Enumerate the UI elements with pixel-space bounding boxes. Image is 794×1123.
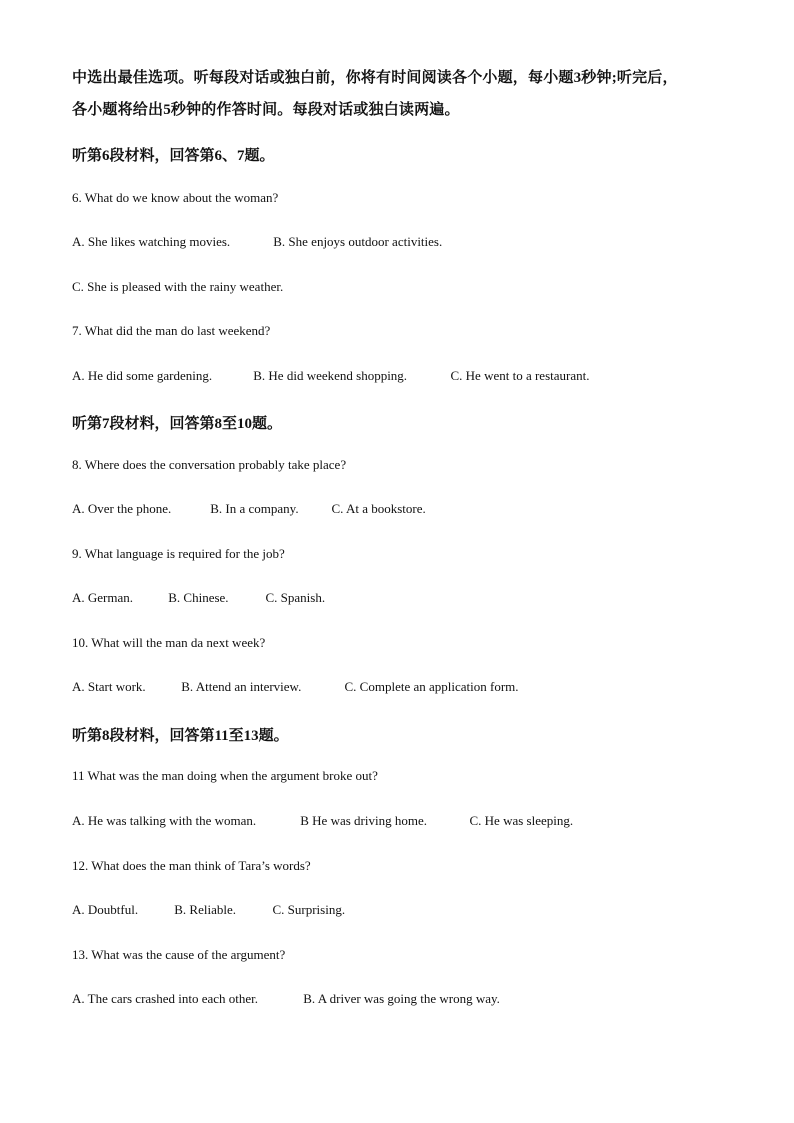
question-6-option-c: C. She is pleased with the rainy weather. [72,279,284,294]
question-6-option-a: A. She likes watching movies. [72,234,231,249]
question-9-option-a: A. German. [72,590,134,605]
question-12-text: 12. What does the man think of Tara’s words? [72,858,311,873]
section-heading-material-8: 听第8段材料，回答第11至13题。 [72,728,289,744]
question-8-options [72,501,426,517]
question-10-options [72,679,519,695]
question-6-text: 6. What do we know about the woman? [72,190,279,205]
instructions-line-1: 中选出最佳选项。听每段对话或独白前，你将有时间阅读各个小题，每小题3秒钟;听完后， [72,70,678,86]
question-11-text: 11 What was the man doing when the argument broke out? [72,768,378,783]
question-9-option-b: B. Chinese. [168,590,229,605]
question-8-option-b: B. In a company. [210,501,299,516]
question-12-option-c: C. Surprising. [272,902,346,917]
question-10-text: 10. What will the man da next week? [72,635,266,650]
question-13-options [72,991,500,1007]
question-13-option-b: B. A driver was going the wrong way. [303,991,500,1006]
section-heading-material-7: 听第7段材料，回答第8至10题。 [72,416,283,432]
question-8-option-a: A. Over the phone. [72,501,172,516]
question-13-option-a: A. The cars crashed into each other. [72,991,259,1006]
question-9-option-c: C. Spanish. [265,590,326,605]
question-11-option-b: B He was driving home. [300,813,427,828]
question-10-option-b: B. Attend an interview. [181,679,302,694]
question-6-options-row-2 [72,279,283,295]
question-11-options [72,813,573,829]
question-8-text: 8. Where does the conversation probably take place? [72,457,347,472]
question-7-text: 7. What did the man do last weekend? [72,323,271,338]
question-6-options-row-1 [72,234,442,250]
question-12-option-a: A. Doubtful. [72,902,139,917]
question-13-text: 13. What was the cause of the argument? [72,947,286,962]
question-10-option-c: C. Complete an application form. [344,679,519,694]
question-8-option-c: C. At a bookstore. [331,501,426,516]
question-6-option-b: B. She enjoys outdoor activities. [273,234,443,249]
question-7-option-b: B. He did weekend shopping. [253,368,408,383]
question-12-option-b: B. Reliable. [174,902,236,917]
question-11-option-a: A. He was talking with the woman. [72,813,257,828]
question-9-text: 9. What language is required for the job? [72,546,285,561]
section-heading-material-6: 听第6段材料，回答第6、7题。 [72,148,275,164]
question-7-option-c: C. He went to a restaurant. [450,368,590,383]
instructions-line-2: 各小题将给出5秒钟的作答时间。每段对话或独白读两遍。 [72,102,460,118]
question-7-options [72,368,589,384]
question-9-options [72,590,325,606]
question-7-option-a: A. He did some gardening. [72,368,213,383]
question-12-options [72,902,345,918]
question-10-option-a: A. Start work. [72,679,146,694]
question-11-option-c: C. He was sleeping. [469,813,574,828]
